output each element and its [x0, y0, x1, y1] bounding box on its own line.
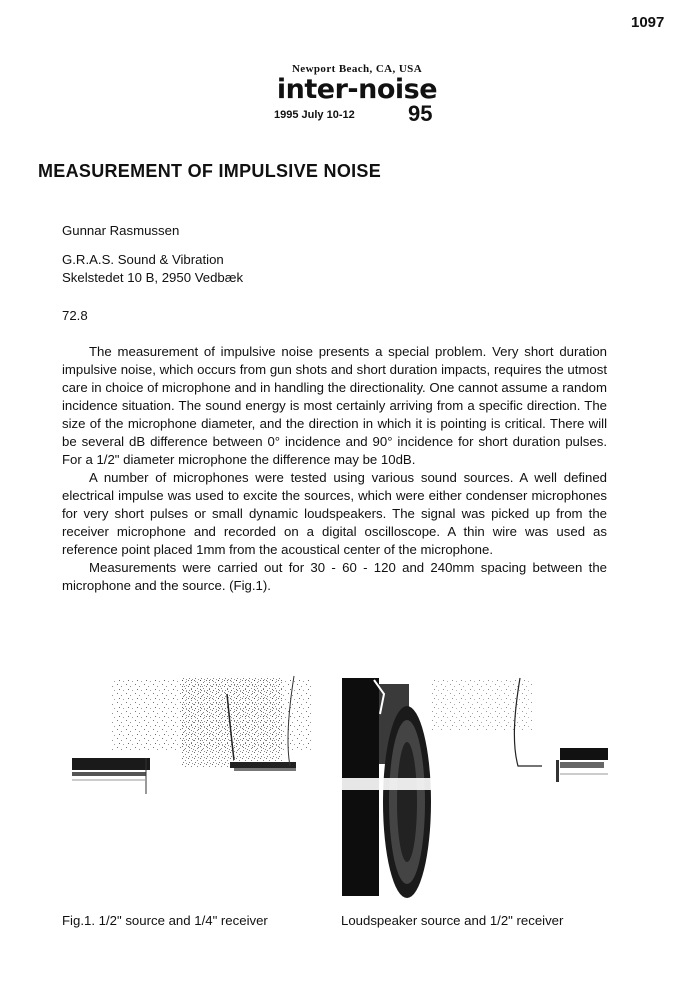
figure-1-photo [62, 674, 622, 904]
conference-dateline [262, 101, 452, 131]
caption-left: Fig.1. 1/2" source and 1/4" receiver [62, 913, 268, 928]
photo-right-loudspeaker-receiver [432, 678, 608, 782]
classification-code: 72.8 [62, 308, 88, 323]
page-number: 1097 [631, 14, 665, 31]
affiliation-line-1: G.R.A.S. Sound & Vibration [62, 252, 224, 267]
caption-right: Loudspeaker source and 1/2" receiver [341, 913, 564, 928]
author-affiliation [62, 251, 243, 287]
conference-header [262, 63, 452, 131]
paragraph-2: A number of microphones were tested using various sound sources. A well defined electrical impulse was used to excite the sources, which were either condenser microphones for very short pulses or small dynamic loudspeakers. The signal was picked up from the receiver microphone and recorded on a digital oscilloscope. A thin wire was used as reference point placed 1mm from the acoustical center of the microphone. [62, 470, 607, 557]
conference-logo: inter-noise [276, 74, 438, 105]
photo-left-source-receiver [72, 676, 312, 794]
paragraph-3: Measurements were carried out for 30 - 60 - 120 and 240mm spacing between the microphone and the source. (Fig.1). [62, 560, 607, 593]
paper-title: MEASUREMENT OF IMPULSIVE NOISE [38, 161, 382, 181]
author-name: Gunnar Rasmussen [62, 223, 180, 238]
photo-middle-loudspeaker [342, 678, 434, 898]
figure-1 [62, 674, 622, 904]
affiliation-line-2: Skelstedet 10 B, 2950 Vedbæk [62, 270, 244, 285]
conference-year: 95 [408, 101, 433, 126]
paragraph-1: The measurement of impulsive noise presents a special problem. Very short duration impulsive noise, which occurs from gun shots and short duration impacts, requires the utmost care in choice of microphone and in handling the directionality. One cannot assume a random incidence situation. The sound energy is most certainly arriving from a specific direction. The size of the microphone diameter, and the direction in which it is pointing is critical. There will be several dB difference between 0° incidence and 90° incidence for short duration pulses. For a 1/2" diameter microphone the difference may be 10dB. [62, 344, 607, 467]
conference-date: 1995 July 10-12 [274, 109, 355, 121]
body-text [62, 343, 607, 595]
conference-location: Newport Beach, CA, USA [291, 63, 423, 75]
